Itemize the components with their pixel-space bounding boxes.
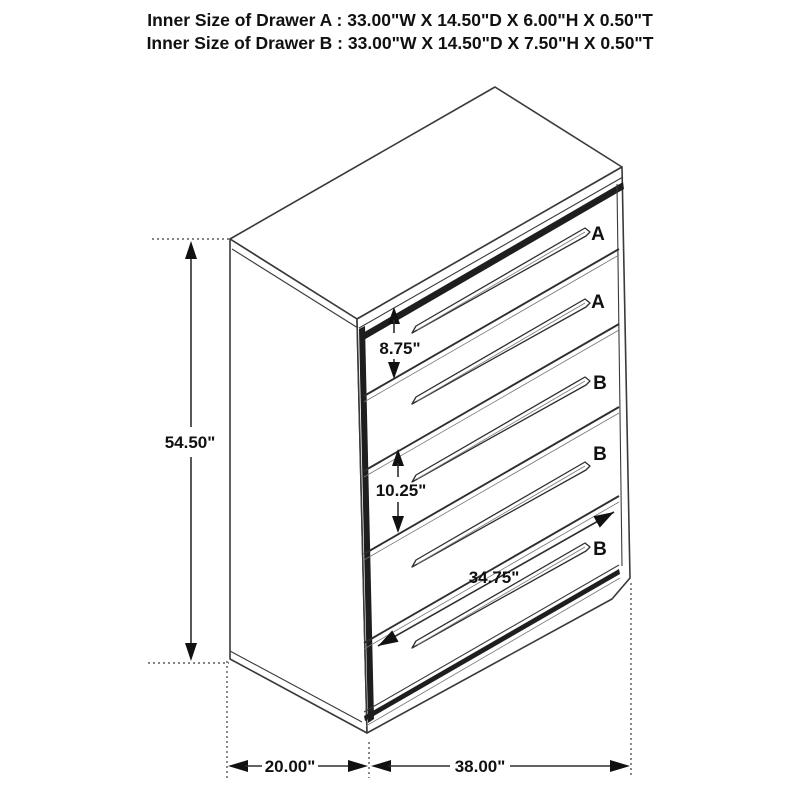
overall-depth-label: 20.00"	[264, 757, 316, 776]
depth-arrow-right	[348, 760, 368, 772]
overall-height-label: 54.50"	[164, 433, 216, 452]
drawer-5-label: B	[593, 539, 607, 560]
drawer-1-label: A	[591, 224, 605, 245]
title-line-2: Inner Size of Drawer B : 33.00"W X 14.50"D X 7.50"H X 0.50"T	[146, 33, 654, 53]
drawer-2-label: A	[591, 292, 605, 313]
dimension-overall-width	[371, 757, 630, 776]
drawer-front-width-label: 34.75"	[468, 568, 520, 587]
drawer-a-height-label: 8.75"	[379, 339, 421, 358]
dimension-overall-height	[148, 239, 229, 663]
header	[147, 10, 654, 53]
drawer-b-height-label: 10.25"	[375, 481, 427, 500]
height-arrow-down	[185, 643, 197, 661]
overall-width-label: 38.00"	[454, 757, 506, 776]
cabinet	[230, 87, 630, 733]
width-arrow-right	[610, 760, 630, 772]
height-arrow-up	[185, 241, 197, 259]
drawer-3-label: B	[593, 373, 607, 394]
drawer-4-label: B	[593, 444, 607, 465]
cabinet-left-face	[230, 239, 367, 733]
dimension-overall-depth	[228, 757, 368, 776]
title-line-1: Inner Size of Drawer A : 33.00"W X 14.50"D X 6.00"H X 0.50"T	[147, 10, 653, 30]
